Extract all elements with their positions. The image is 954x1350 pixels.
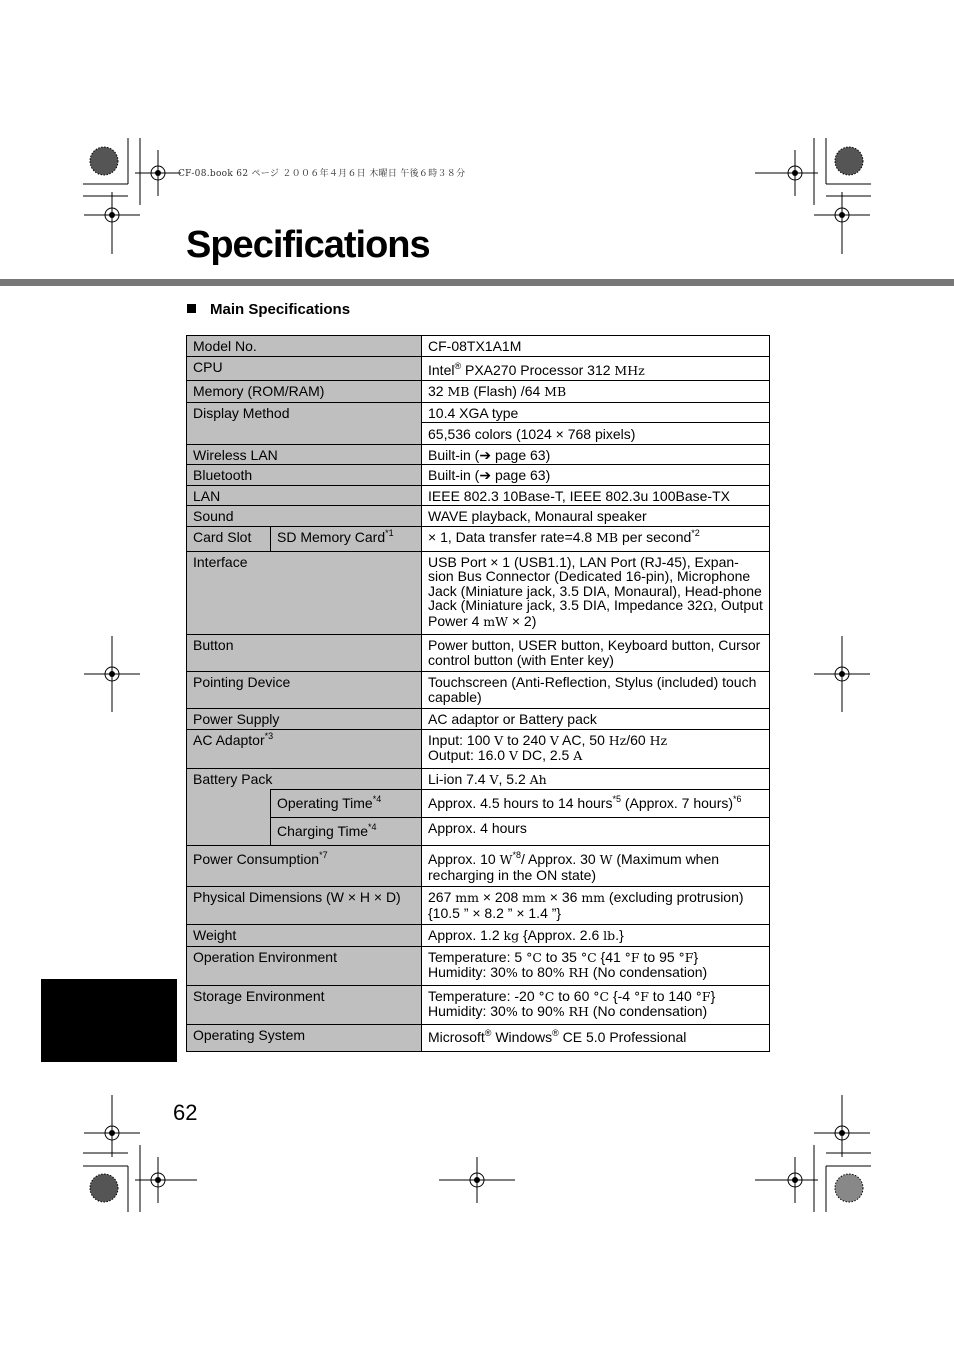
spec-value: IEEE 802.3 10Base-T, IEEE 802.3u 100Base-TX [422,485,770,506]
spec-value: USB Port × 1 (USB1.1), LAN Port (RJ-45), Expan-sion Bus Connector (Dedicated 16-pin), Microphone Jack (Miniature jack, 3.5 DIA, Monaural), Head-phone Jack (Miniature jack, 3.5 DIA, Impedance 32Ω, Output Power 4 mW × 2) [422,551,770,635]
table-row [187,465,770,486]
page-title: Specifications [186,224,430,266]
spec-label: Storage Environment [187,985,422,1024]
spec-value: 65,536 colors (1024 × 768 pixels) [422,423,770,445]
spec-label: Pointing Device [187,672,422,709]
table-row [187,925,770,947]
spec-value: × 1, Data transfer rate=4.8 MB per second$^{*2}$ [422,526,770,551]
spec-value: Approx. 1.2 kg {Approx. 2.6 lb.} [422,925,770,947]
spec-label: Power Consumption$^{*7}$ [187,846,422,887]
table-row [187,887,770,925]
spec-value: Li-ion 7.4 V, 5.2 Ah [422,768,770,790]
spec-value: Approx. 10 $W^{*8}/$ Approx. 30 W (Maximum when recharging in the ON state) [422,846,770,887]
spec-label: Button [187,635,422,672]
spec-label: Wireless LAN [187,444,422,465]
spec-label: Battery Pack [187,768,422,790]
table-row [187,1024,770,1051]
page-number: 62 [173,1100,198,1125]
spec-sublabel: Operating Time$^{*4}$ [271,790,422,818]
table-row [187,818,770,846]
table-row [187,846,770,887]
spec-label: Card Slot [187,526,271,551]
spec-value: Power button, USER button, Keyboard button, Cursor control button (with Enter key) [422,635,770,672]
spec-value: WAVE playback, Monaural speaker [422,506,770,527]
table-row [187,672,770,709]
spec-label: Display Method [187,402,422,444]
spec-label: Power Supply [187,709,422,730]
spec-label: Interface [187,551,422,635]
spec-value: Built-in (➔ page 63) [422,465,770,486]
spec-value: Touchscreen (Anti-Reflection, Stylus (included) touch capable) [422,672,770,709]
spec-value: 10.4 XGA type [422,402,770,423]
file-info: CF-08.book 62 ページ ２００６年４月６日 木曜日 午後６時３８分 [178,169,466,179]
table-row [187,402,770,423]
spec-table [186,335,770,1052]
spec-label: AC Adaptor$^{*3}$ [187,729,422,768]
table-row [187,551,770,635]
spec-label: Physical Dimensions (W × H × D) [187,887,422,925]
spec-label: Memory (ROM/RAM) [187,381,422,403]
spec-label: CPU [187,356,422,381]
table-row [187,729,770,768]
arrow-right-icon: ➔ [479,446,492,463]
spec-label: Weight [187,925,422,947]
spec-value: 32 MB (Flash) /64 MB [422,381,770,403]
spec-label: Operating System [187,1024,422,1051]
table-row [187,356,770,381]
section-heading: Main Specifications [187,301,350,318]
spec-value: Microsoft® Windows® CE 5.0 Professional [422,1024,770,1051]
spec-sublabel: Charging Time$^{*4}$ [271,818,422,846]
table-row [187,336,770,357]
spec-label: Operation Environment [187,946,422,985]
table-row [187,526,770,551]
spec-value: Intel® PXA270 Processor 312 MHz [422,356,770,381]
table-row [187,985,770,1024]
spec-value: Input: 100 V to 240 V AC, 50 Hz/60 Hz Output: 16.0 V DC, 2.5 A [422,729,770,768]
spec-label: LAN [187,485,422,506]
table-row [187,946,770,985]
spec-value: Approx. 4 hours [422,818,770,846]
table-row [187,381,770,403]
table-row [187,790,770,818]
spec-label: Sound [187,506,422,527]
square-bullet-icon [187,304,196,313]
table-row [187,768,770,790]
spec-label: Bluetooth [187,465,422,486]
spec-value: AC adaptor or Battery pack [422,709,770,730]
arrow-right-icon: ➔ [479,467,492,483]
spec-value: 267 mm × 208 mm × 36 mm (excluding protrusion) {10.5 ” × 8.2 ” × 1.4 ”} [422,887,770,925]
spec-label: Model No. [187,336,422,357]
table-row [187,485,770,506]
table-row [187,444,770,465]
title-rule [0,279,954,286]
table-row [187,709,770,730]
spec-value: Temperature: 5 °C to 35 °C {41 °F to 95 °F} Humidity: 30% to 80% RH (No condensation) [422,946,770,985]
spec-sublabel: SD Memory Card$^{*1}$ [271,526,422,551]
table-row [187,635,770,672]
table-row [187,506,770,527]
chapter-tab [41,979,177,1062]
spec-value: Approx. 4.5 hours to 14 hours$^{*5}$ (Approx. 7 hours)$^{*6}$ [422,790,770,818]
spec-value: Built-in (➔ page 63) [422,444,770,465]
spec-value: CF-08TX1A1M [422,336,770,357]
spec-value: Temperature: -20 °C to 60 °C {-4 °F to 140 °F} Humidity: 30% to 90% RH (No condensation) [422,985,770,1024]
